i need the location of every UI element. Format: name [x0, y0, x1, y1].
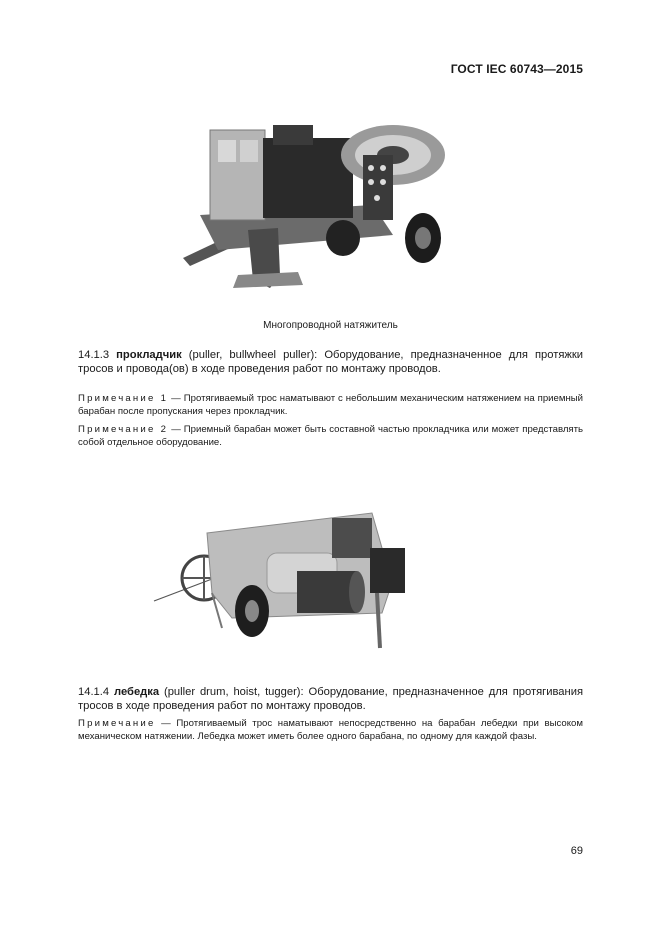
term-definition-14-1-3: [78, 348, 583, 376]
term-number: 14.1.4: [78, 686, 110, 698]
term-translation: (puller, bullwheel puller):: [188, 349, 318, 361]
term-name: лебедка: [114, 686, 160, 698]
note-label: Примечание 1: [78, 393, 169, 404]
document-header: ГОСТ IEC 60743—2015: [450, 62, 583, 76]
note-text: — Приемный барабан может быть составной частью прокладчика или может представлять собой отдельное оборудование.: [78, 424, 584, 448]
figure-winch-photo: [152, 483, 432, 653]
term-definition-text: Оборудование, предназначенное для протягивания тросов в ходе проведения работ по монтажу проводов.: [78, 686, 583, 712]
note-1: [78, 392, 583, 418]
note-text: — Протягиваемый трос наматывают непосредственно на барабан лебедки при высоком механическом натяжении. Лебедка может иметь более одного барабана, по одному для каждой фазы.: [78, 718, 583, 742]
note-label: Примечание: [78, 718, 156, 729]
term-translation: (puller drum, hoist, tugger):: [163, 686, 304, 698]
note-3: [78, 717, 583, 743]
page-number: 69: [570, 845, 583, 857]
figure-caption: Многопроводной натяжитель: [263, 320, 398, 331]
figure-tensioner-photo: [178, 110, 453, 295]
note-label: Примечание 2: [78, 424, 169, 435]
note-text: — Протягиваемый трос наматывают с небольшим механическим натяжением на приемный барабан после пропускания через прокладчик.: [78, 393, 584, 417]
note-2: [78, 423, 583, 449]
term-definition-14-1-4: [78, 685, 583, 713]
term-definition-text: Оборудование, предназначенное для протяжки тросов и провода(ов) в ходе проведения работ по монтажу проводов.: [78, 349, 584, 375]
term-number: 14.1.3: [78, 349, 110, 361]
term-name: прокладчик: [116, 349, 182, 361]
